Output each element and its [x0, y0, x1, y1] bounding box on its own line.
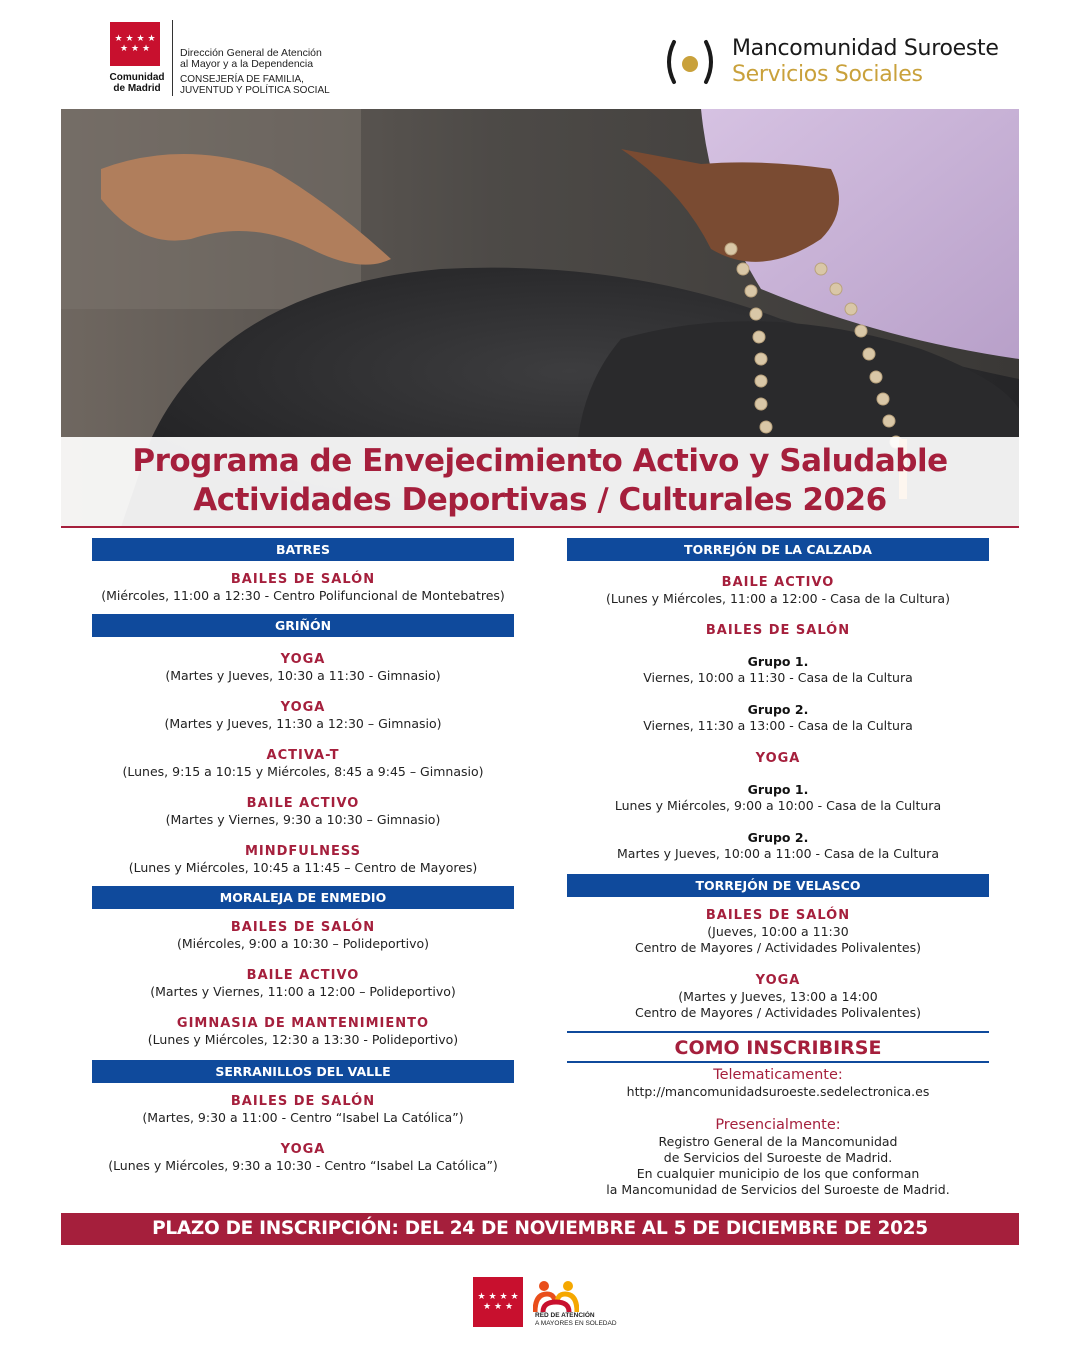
activity-detail: (Lunes y Miércoles, 12:30 a 13:30 - Polideportivo)	[147, 1032, 459, 1047]
presencial-title: Presencialmente:	[715, 1117, 841, 1133]
group	[567, 654, 989, 686]
presencial-detail: Registro General de la Mancomunidad de Servicios del Suroeste de Madrid. En cualquier municipio de los que conforman la Mancomunidad de Servicios del Suroeste de Madrid.	[606, 1134, 950, 1197]
activity	[92, 843, 514, 876]
comunidad-madrid-logo: ★ ★ ★ ★ ★ ★ ★	[110, 22, 160, 66]
group	[567, 830, 989, 862]
activity	[92, 967, 514, 1000]
activity	[567, 907, 989, 956]
comunidad-name-line2: de Madrid	[113, 83, 161, 94]
consejeria-text: CONSEJERÍA DE FAMILIA, JUVENTUD Y POLÍTICA SOCIAL	[180, 74, 330, 96]
activity	[92, 571, 514, 604]
page-title: Programa de Envejecimiento Activo y Saludable	[132, 443, 948, 479]
como-inscribirse-title: COMO INSCRIBIRSE	[674, 1037, 882, 1059]
activity	[92, 1141, 514, 1174]
mancomunidad-logo	[662, 38, 718, 86]
activity-detail: (Martes, 9:30 a 11:00 - Centro “Isabel La Católica”)	[142, 1110, 464, 1125]
activity	[92, 1093, 514, 1126]
group	[567, 782, 989, 814]
activity-name: BAILE ACTIVO	[721, 575, 835, 590]
red-atencion-logo	[533, 1278, 579, 1314]
town-header-torrejon-velasco: TORREJÓN DE VELASCO	[567, 874, 989, 897]
activity-detail: (Lunes y Miércoles, 11:00 a 12:00 - Casa de la Cultura)	[606, 591, 950, 606]
activity-name: BAILES DE SALÓN	[230, 572, 376, 587]
group-label: Grupo 1.	[747, 654, 809, 669]
activity-name: YOGA	[280, 1142, 326, 1157]
activity-detail: (Martes y Viernes, 9:30 a 10:30 – Gimnasio)	[165, 812, 441, 827]
activity-detail: (Miércoles, 11:00 a 12:30 - Centro Polifuncional de Montebatres)	[101, 588, 505, 603]
right-column	[567, 538, 989, 1198]
activity	[567, 574, 989, 607]
como-top-rule	[567, 1031, 989, 1033]
activity	[567, 622, 989, 639]
group	[567, 702, 989, 734]
title-rule	[61, 526, 1019, 528]
group-label: Grupo 2.	[747, 830, 809, 845]
activity-name: BAILES DE SALÓN	[705, 623, 851, 638]
activity	[92, 651, 514, 684]
activity	[567, 972, 989, 1021]
group-detail: Lunes y Miércoles, 9:00 a 10:00 - Casa de la Cultura	[614, 798, 942, 813]
activity-detail: (Martes y Jueves, 11:30 a 12:30 – Gimnasio)	[164, 716, 442, 731]
town-header-grinon: GRIÑÓN	[92, 614, 514, 637]
activity-name: ACTIVA-T	[266, 748, 340, 763]
mancomunidad-subtitle: Servicios Sociales	[732, 62, 923, 87]
town-header-moraleja: MORALEJA DE ENMEDIO	[92, 886, 514, 909]
activity-name: BAILES DE SALÓN	[230, 1094, 376, 1109]
comunidad-madrid-name	[106, 72, 168, 94]
comunidad-madrid-footer-logo: ★ ★ ★ ★ ★ ★ ★	[473, 1277, 523, 1327]
activity-detail: (Lunes, 9:15 a 10:15 y Miércoles, 8:45 a 9:45 – Gimnasio)	[122, 764, 484, 779]
comunidad-name-line1: Comunidad	[109, 72, 165, 83]
activity-detail: (Lunes y Miércoles, 9:30 a 10:30 - Centro “Isabel La Católica”)	[108, 1158, 498, 1173]
activity	[567, 750, 989, 767]
activity-name: BAILE ACTIVO	[246, 968, 360, 983]
plazo-inscripcion-banner: PLAZO DE INSCRIPCIÓN: DEL 24 DE NOVIEMBRE AL 5 DE DICIEMBRE DE 2025	[61, 1213, 1019, 1245]
activity-detail: (Martes y Viernes, 11:00 a 12:00 – Polideportivo)	[150, 984, 456, 999]
activity	[92, 747, 514, 780]
direccion-general-text: Dirección General de Atención al Mayor y a la Dependencia	[180, 47, 322, 70]
activity	[92, 919, 514, 952]
activity-name: YOGA	[755, 751, 801, 766]
header-separator	[172, 20, 173, 96]
mancomunidad-title: Mancomunidad Suroeste	[732, 36, 999, 61]
red-atencion-line2: A MAYORES EN SOLEDAD	[535, 1320, 617, 1327]
town-header-batres: BATRES	[92, 538, 514, 561]
activity	[92, 1015, 514, 1048]
activity-name: MINDFULNESS	[244, 844, 362, 859]
activity-name: YOGA	[280, 652, 326, 667]
activity-detail: (Martes y Jueves, 10:30 a 11:30 - Gimnasio)	[165, 668, 441, 683]
town-header-torrejon-calzada: TORREJÓN DE LA CALZADA	[567, 538, 989, 561]
activity-detail: (Miércoles, 9:00 a 10:30 – Polideportivo)	[176, 936, 430, 951]
como-bottom-rule	[567, 1061, 989, 1063]
activity-detail: (Lunes y Miércoles, 10:45 a 11:45 – Centro de Mayores)	[128, 860, 478, 875]
telematic-url[interactable]: http://mancomunidadsuroeste.sedelectronica.es	[626, 1084, 930, 1099]
left-column	[92, 538, 514, 1174]
red-atencion-line1: RED DE ATENCIÓN	[535, 1312, 595, 1319]
activity-name: YOGA	[280, 700, 326, 715]
activity-name: BAILES DE SALÓN	[705, 908, 851, 923]
town-header-serranillos: SERRANILLOS DEL VALLE	[92, 1060, 514, 1083]
page-subtitle: Actividades Deportivas / Culturales 2026	[193, 482, 887, 518]
activity-detail: (Jueves, 10:00 a 11:30 Centro de Mayores / Actividades Polivalentes)	[634, 924, 921, 955]
activity	[92, 795, 514, 828]
group-label: Grupo 1.	[747, 782, 809, 797]
activity-name: YOGA	[755, 973, 801, 988]
activity-detail: (Martes y Jueves, 13:00 a 14:00 Centro de Mayores / Actividades Polivalentes)	[634, 989, 921, 1020]
group-detail: Viernes, 11:30 a 13:00 - Casa de la Cultura	[643, 718, 913, 733]
activity-name: GIMNASIA DE MANTENIMIENTO	[176, 1016, 430, 1031]
activity-name: BAILES DE SALÓN	[230, 920, 376, 935]
group-detail: Viernes, 10:00 a 11:30 - Casa de la Cultura	[643, 670, 913, 685]
group-label: Grupo 2.	[747, 702, 809, 717]
group-detail: Martes y Jueves, 10:00 a 11:00 - Casa de la Cultura	[617, 846, 939, 861]
activity-name: BAILE ACTIVO	[246, 796, 360, 811]
telematic-title: Telematicamente:	[713, 1067, 843, 1083]
activity	[92, 699, 514, 732]
